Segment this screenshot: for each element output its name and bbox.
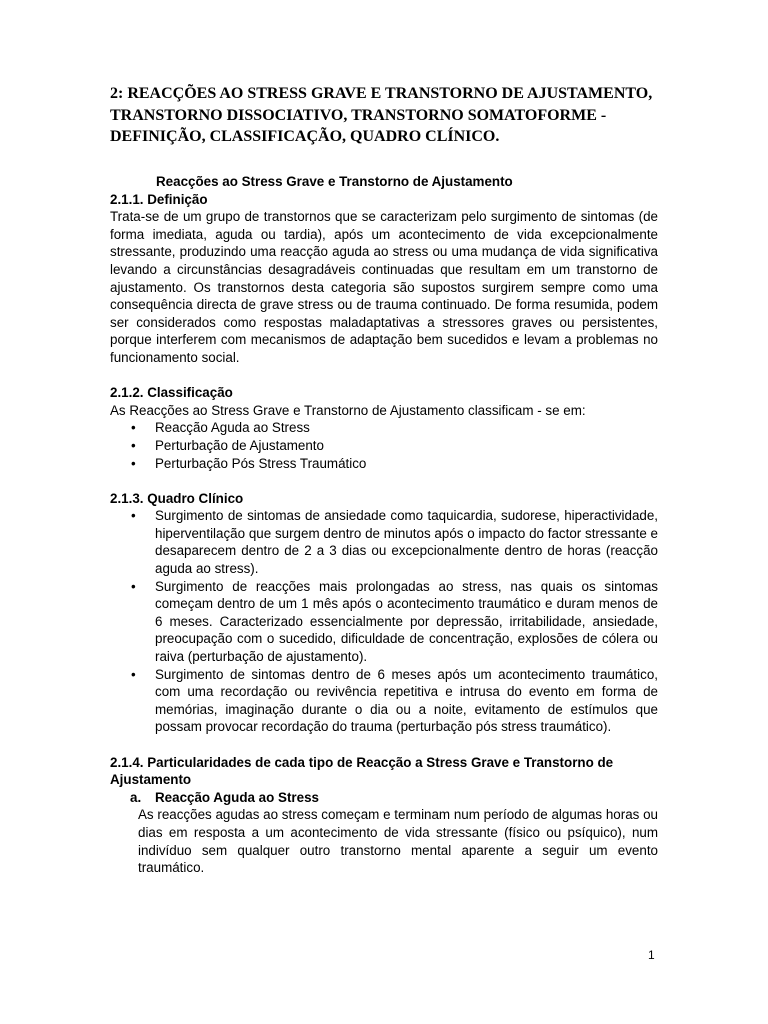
bullet-icon: • [131, 420, 136, 436]
definition-heading: 2.1.1. Definição [110, 191, 208, 207]
list-item-text: Perturbação Pós Stress Traumático [155, 455, 367, 471]
chapter-number: 2: [110, 85, 124, 102]
definition-paragraph: Trata-se de um grupo de transtornos que se caracterizam pelo surgimento de sintomas (de forma imediata, aguda ou tardia), após um acontecimento de vida excepcionalmente stressante, produzindo uma reacção aguda ao stress ou uma mudança de vida significativa levando a circunstâncias desagradáveis continuadas que resultam em um transtorno de ajustamento. Os transtornos desta categoria são supostos surgirem sempre como uma consequência directa de grave stress ou de trauma continuado. De forma resumida, podem ser considerados como respostas maladaptativas a stressores graves ou persistentes, porque interferem com mecanismos de adaptação bem sucedidos e levam a problemas no funcionamento social. [110, 209, 658, 365]
particularities-heading: 2.1.4. Particularidades de cada tipo de Reacção a Stress Grave e Transtorno de Ajustamento [110, 754, 614, 788]
clinical-list [110, 507, 658, 736]
spacer [110, 736, 658, 754]
clinical-heading: 2.1.3. Quadro Clínico [110, 490, 244, 506]
subitem-heading [130, 789, 658, 807]
list-item-text: Surgimento de reacções mais prolongadas ao stress, nas quais os sintomas começam dentro de um 1 mês após o acontecimento traumático e duram menos de 6 meses. Caracterizado essencialmente por depressão, irritabilidade, ansiedade, preocupação com o sucedido, dificuldade de concentração, explosões de cólera ou raiva (perturbação de ajustamento). [155, 578, 658, 665]
bullet-icon: • [131, 437, 136, 453]
list-item [110, 419, 658, 437]
chapter-title-text: REACÇÕES AO STRESS GRAVE E TRANSTORNO DE AJUSTAMENTO, TRANSTORNO DISSOCIATIVO, TRANSTORNO SOMATOFORME - DEFINIÇÃO, CLASSIFICAÇÃO, QUADRO CLÍNICO. [110, 85, 653, 145]
list-item [110, 455, 658, 473]
bullet-icon: • [131, 666, 136, 682]
subitem-title: Reacção Aguda ao Stress [155, 789, 319, 805]
section-heading: Reacções ao Stress Grave e Transtorno de Ajustamento [156, 174, 513, 189]
subitem-marker: a. [130, 789, 142, 805]
list-item [110, 666, 658, 736]
classification-heading: 2.1.2. Classificação [110, 385, 233, 401]
page-number: 1 [648, 948, 655, 962]
spacer [110, 367, 658, 385]
list-item-text: Perturbação de Ajustamento [155, 437, 324, 453]
list-item-text: Surgimento de sintomas dentro de 6 meses após um acontecimento traumático, com uma recordação ou revivência repetitiva e intrusa do evento em forma de memórias, imaginação durante o dia ou a noite, evitamento de estímulos que possam provocar recordação do trauma (perturbação pós stress traumático). [155, 666, 658, 735]
document-body [110, 173, 658, 877]
bullet-icon: • [131, 455, 136, 471]
list-item [110, 437, 658, 455]
classification-list [110, 419, 658, 472]
subitem-paragraph: As reacções agudas ao stress começam e terminam num período de algumas horas ou dias em resposta a um acontecimento de vida stressante (físico ou psíquico), num indivíduo sem qualquer outro transtorno mental aparente a seguir um evento traumático. [138, 807, 658, 876]
spacer [110, 472, 658, 490]
bullet-icon: • [131, 508, 136, 524]
list-item [110, 507, 658, 577]
list-item-text: Reacção Aguda ao Stress [155, 420, 310, 436]
list-item [110, 578, 658, 666]
chapter-title [110, 83, 670, 148]
classification-intro: As Reacções ao Stress Grave e Transtorno de Ajustamento classificam - se em: [110, 402, 586, 418]
bullet-icon: • [131, 578, 136, 594]
list-item-text: Surgimento de sintomas de ansiedade como taquicardia, sudorese, hiperactividade, hiperventilação que surgem dentro de minutos após o impacto do factor stressante e desaparecem dentro de 2 a 3 dias ou excepcionalmente dentro de horas (reacção aguda ao stress). [155, 508, 658, 577]
